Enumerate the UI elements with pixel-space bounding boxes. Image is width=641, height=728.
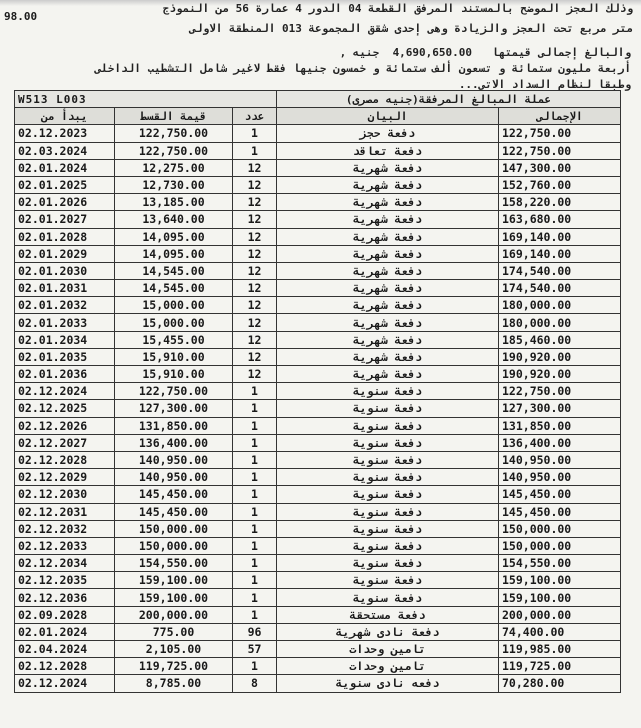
cell-installment: 122,750.00	[115, 383, 233, 400]
cell-total: 190,920.00	[499, 348, 621, 365]
table-header-row	[15, 108, 621, 125]
table-row	[15, 675, 621, 692]
cell-description: دفعة شهرية	[277, 280, 499, 297]
cell-date: 02.01.2028	[15, 228, 115, 245]
cell-count: 1	[233, 451, 277, 468]
col-header-description: البيان	[277, 108, 499, 125]
table-row	[15, 451, 621, 468]
cell-count: 1	[233, 383, 277, 400]
table-row	[15, 641, 621, 658]
payment-system-label: وطبقا لنظام السداد الاتى...	[458, 78, 631, 91]
cell-count: 57	[233, 641, 277, 658]
cell-total: 180,000.00	[499, 314, 621, 331]
cell-date: 02.04.2024	[15, 641, 115, 658]
cell-description: تامين وحدات	[277, 658, 499, 675]
cell-description: دفعة شهرية	[277, 194, 499, 211]
table-row	[15, 142, 621, 159]
cell-count: 12	[233, 228, 277, 245]
table-row	[15, 280, 621, 297]
col-header-installment: قيمة القسط	[115, 108, 233, 125]
cell-description: دفعة شهرية	[277, 314, 499, 331]
cell-date: 02.12.2025	[15, 400, 115, 417]
table-row	[15, 537, 621, 554]
cell-installment: 159,100.00	[115, 589, 233, 606]
header-line-1-value: 98.00	[4, 10, 38, 23]
cell-total: 169,140.00	[499, 245, 621, 262]
table-row	[15, 572, 621, 589]
cell-date: 02.01.2034	[15, 331, 115, 348]
table-row	[15, 159, 621, 176]
cell-description: دفعة سنوية	[277, 589, 499, 606]
cell-count: 1	[233, 434, 277, 451]
table-row	[15, 623, 621, 640]
cell-date: 02.12.2032	[15, 520, 115, 537]
cell-installment: 775.00	[115, 623, 233, 640]
cell-date: 02.01.2035	[15, 348, 115, 365]
cell-installment: 12,275.00	[115, 159, 233, 176]
table-row	[15, 383, 621, 400]
table-row	[15, 125, 621, 142]
table-row	[15, 555, 621, 572]
table-row	[15, 245, 621, 262]
cell-installment: 131,850.00	[115, 417, 233, 434]
cell-description: دفعة سنوية	[277, 434, 499, 451]
cell-installment: 14,545.00	[115, 262, 233, 279]
cell-description: دفعة سنوية	[277, 520, 499, 537]
cell-count: 1	[233, 486, 277, 503]
cell-date: 02.12.2024	[15, 383, 115, 400]
cell-date: 02.12.2034	[15, 555, 115, 572]
cell-installment: 13,640.00	[115, 211, 233, 228]
cell-date: 02.12.2033	[15, 537, 115, 554]
cell-date: 02.12.2024	[15, 675, 115, 692]
cell-count: 1	[233, 503, 277, 520]
cell-date: 02.12.2031	[15, 503, 115, 520]
cell-count: 12	[233, 348, 277, 365]
cell-installment: 154,550.00	[115, 555, 233, 572]
cell-total: 147,300.00	[499, 159, 621, 176]
cell-installment: 15,910.00	[115, 366, 233, 383]
cell-total: 159,100.00	[499, 589, 621, 606]
cell-total: 131,850.00	[499, 417, 621, 434]
table-row	[15, 194, 621, 211]
cell-count: 1	[233, 520, 277, 537]
cell-total: 74,400.00	[499, 623, 621, 640]
cell-count: 1	[233, 658, 277, 675]
cell-date: 02.01.2031	[15, 280, 115, 297]
cell-date: 02.12.2023	[15, 125, 115, 142]
cell-installment: 2,105.00	[115, 641, 233, 658]
cell-count: 1	[233, 555, 277, 572]
table-body	[15, 125, 621, 692]
amount-in-words: أربعة مليون ستمائة و تسعون ألف ستمائة و خمسون جنيها فقط لاغير شامل التشطيب الداخلى	[94, 62, 631, 75]
table-row	[15, 434, 621, 451]
cell-date: 02.12.2036	[15, 589, 115, 606]
cell-description: دفعة سنوية	[277, 417, 499, 434]
cell-total: 158,220.00	[499, 194, 621, 211]
cell-installment: 15,455.00	[115, 331, 233, 348]
cell-description: دفعة سنوية	[277, 469, 499, 486]
cell-count: 12	[233, 331, 277, 348]
cell-description: دفعة شهرية	[277, 366, 499, 383]
cell-description: دفعة شهرية	[277, 297, 499, 314]
cell-installment: 14,095.00	[115, 228, 233, 245]
cell-installment: 150,000.00	[115, 520, 233, 537]
table-row	[15, 262, 621, 279]
cell-installment: 200,000.00	[115, 606, 233, 623]
cell-total: 154,550.00	[499, 555, 621, 572]
table-row	[15, 228, 621, 245]
cell-count: 1	[233, 589, 277, 606]
cell-total: 169,140.00	[499, 228, 621, 245]
cell-date: 02.01.2025	[15, 176, 115, 193]
cell-date: 02.12.2030	[15, 486, 115, 503]
cell-total: 140,950.00	[499, 451, 621, 468]
cell-total: 119,725.00	[499, 658, 621, 675]
cell-count: 12	[233, 176, 277, 193]
total-label: والبالغ إجمالى قيمتها	[491, 46, 631, 59]
cell-date: 02.01.2027	[15, 211, 115, 228]
total-unit: جنيه ,	[339, 46, 380, 59]
cell-total: 145,450.00	[499, 503, 621, 520]
table-row	[15, 400, 621, 417]
cell-date: 02.12.2029	[15, 469, 115, 486]
cell-count: 1	[233, 537, 277, 554]
cell-description: دفعة سنوية	[277, 400, 499, 417]
cell-count: 1	[233, 572, 277, 589]
cell-installment: 122,750.00	[115, 142, 233, 159]
cell-installment: 119,725.00	[115, 658, 233, 675]
cell-description: دفعة شهرية	[277, 176, 499, 193]
cell-count: 96	[233, 623, 277, 640]
cell-description: دفعة سنوية	[277, 503, 499, 520]
cell-date: 02.03.2024	[15, 142, 115, 159]
cell-description: دفعة سنوية	[277, 555, 499, 572]
cell-count: 12	[233, 211, 277, 228]
cell-date: 02.01.2032	[15, 297, 115, 314]
cell-date: 02.01.2030	[15, 262, 115, 279]
table-row	[15, 176, 621, 193]
cell-description: دفعة شهرية	[277, 159, 499, 176]
cell-total: 122,750.00	[499, 383, 621, 400]
cell-count: 12	[233, 245, 277, 262]
cell-count: 12	[233, 262, 277, 279]
cell-installment: 145,450.00	[115, 486, 233, 503]
header-line-3	[340, 46, 631, 59]
cell-count: 12	[233, 297, 277, 314]
cell-count: 12	[233, 366, 277, 383]
cell-date: 02.12.2026	[15, 417, 115, 434]
table-row	[15, 417, 621, 434]
cell-total: 122,750.00	[499, 142, 621, 159]
cell-description: دفعة شهرية	[277, 331, 499, 348]
cell-total: 163,680.00	[499, 211, 621, 228]
col-header-total: الإجمالى	[499, 108, 621, 125]
cell-description: دفعة شهرية	[277, 228, 499, 245]
cell-description: دفعة شهرية	[277, 262, 499, 279]
cell-total: 122,750.00	[499, 125, 621, 142]
cell-count: 1	[233, 400, 277, 417]
cell-installment: 150,000.00	[115, 537, 233, 554]
table-row	[15, 331, 621, 348]
table-row	[15, 589, 621, 606]
cell-total: 190,920.00	[499, 366, 621, 383]
cell-total: 145,450.00	[499, 486, 621, 503]
cell-installment: 145,450.00	[115, 503, 233, 520]
cell-description: دفعة سنوية	[277, 537, 499, 554]
cell-total: 150,000.00	[499, 537, 621, 554]
cell-installment: 140,950.00	[115, 469, 233, 486]
cell-installment: 12,730.00	[115, 176, 233, 193]
cell-total: 159,100.00	[499, 572, 621, 589]
cell-count: 12	[233, 314, 277, 331]
table-row	[15, 366, 621, 383]
cell-installment: 13,185.00	[115, 194, 233, 211]
cell-description: دفعة شهرية	[277, 245, 499, 262]
currency-title: عملة المبالغ المرفقة(جنيه مصرى)	[277, 91, 621, 108]
cell-count: 1	[233, 417, 277, 434]
cell-count: 12	[233, 194, 277, 211]
header-line-1: وذلك العجز الموضح بالمستند المرفق القطعة 04 الدور 4 عمارة 56 من النموذج	[162, 2, 633, 15]
cell-installment: 8,785.00	[115, 675, 233, 692]
cell-total: 174,540.00	[499, 262, 621, 279]
cell-total: 152,760.00	[499, 176, 621, 193]
cell-description: دفعة سنوية	[277, 451, 499, 468]
cell-description: دفعة سنوية	[277, 572, 499, 589]
cell-description: دفعة سنوية	[277, 383, 499, 400]
table-row	[15, 211, 621, 228]
table-row	[15, 606, 621, 623]
table-row	[15, 469, 621, 486]
cell-count: 1	[233, 469, 277, 486]
cell-date: 02.01.2029	[15, 245, 115, 262]
cell-installment: 15,910.00	[115, 348, 233, 365]
table-row	[15, 348, 621, 365]
cell-count: 12	[233, 280, 277, 297]
cell-date: 02.12.2028	[15, 658, 115, 675]
cell-count: 12	[233, 159, 277, 176]
cell-date: 02.01.2024	[15, 159, 115, 176]
cell-installment: 127,300.00	[115, 400, 233, 417]
cell-date: 02.12.2035	[15, 572, 115, 589]
cell-total: 174,540.00	[499, 280, 621, 297]
total-value: 4,690,650.00	[392, 46, 473, 59]
cell-date: 02.01.2026	[15, 194, 115, 211]
table-row	[15, 297, 621, 314]
cell-description: دفعة تعاقد	[277, 142, 499, 159]
cell-installment: 15,000.00	[115, 297, 233, 314]
table-row	[15, 520, 621, 537]
cell-total: 185,460.00	[499, 331, 621, 348]
cell-count: 1	[233, 125, 277, 142]
cell-date: 02.01.2036	[15, 366, 115, 383]
cell-installment: 136,400.00	[115, 434, 233, 451]
cell-description: تامين وحدات	[277, 641, 499, 658]
col-header-count: عدد	[233, 108, 277, 125]
cell-total: 140,950.00	[499, 469, 621, 486]
cell-date: 02.01.2033	[15, 314, 115, 331]
table-title-row	[15, 91, 621, 108]
table-row	[15, 314, 621, 331]
unit-codes: W513 L003	[15, 91, 277, 108]
payment-schedule-table	[14, 90, 621, 693]
cell-total: 150,000.00	[499, 520, 621, 537]
cell-total: 70,280.00	[499, 675, 621, 692]
cell-description: دفعة حجز	[277, 125, 499, 142]
cell-total: 119,985.00	[499, 641, 621, 658]
cell-total: 127,300.00	[499, 400, 621, 417]
cell-description: دفعة نادى شهرية	[277, 623, 499, 640]
cell-installment: 14,545.00	[115, 280, 233, 297]
header-line-2: متر مربع تحت العجز والزيادة وهى إحدى شقق المجموعة 013 المنطقة الاولى	[189, 22, 633, 35]
cell-count: 1	[233, 606, 277, 623]
table-row	[15, 486, 621, 503]
cell-description: دفعه نادى سنوية	[277, 675, 499, 692]
cell-count: 8	[233, 675, 277, 692]
cell-date: 02.09.2028	[15, 606, 115, 623]
cell-installment: 15,000.00	[115, 314, 233, 331]
cell-date: 02.12.2027	[15, 434, 115, 451]
cell-description: دفعة شهرية	[277, 211, 499, 228]
col-header-date: يبدأ من	[15, 108, 115, 125]
cell-total: 200,000.00	[499, 606, 621, 623]
cell-description: دفعة شهرية	[277, 348, 499, 365]
cell-installment: 122,750.00	[115, 125, 233, 142]
cell-date: 02.01.2024	[15, 623, 115, 640]
cell-count: 1	[233, 142, 277, 159]
cell-date: 02.12.2028	[15, 451, 115, 468]
cell-installment: 159,100.00	[115, 572, 233, 589]
table-row	[15, 503, 621, 520]
table-row	[15, 658, 621, 675]
cell-total: 136,400.00	[499, 434, 621, 451]
cell-total: 180,000.00	[499, 297, 621, 314]
cell-installment: 140,950.00	[115, 451, 233, 468]
cell-description: دفعة مستحقة	[277, 606, 499, 623]
cell-description: دفعة سنوية	[277, 486, 499, 503]
cell-installment: 14,095.00	[115, 245, 233, 262]
